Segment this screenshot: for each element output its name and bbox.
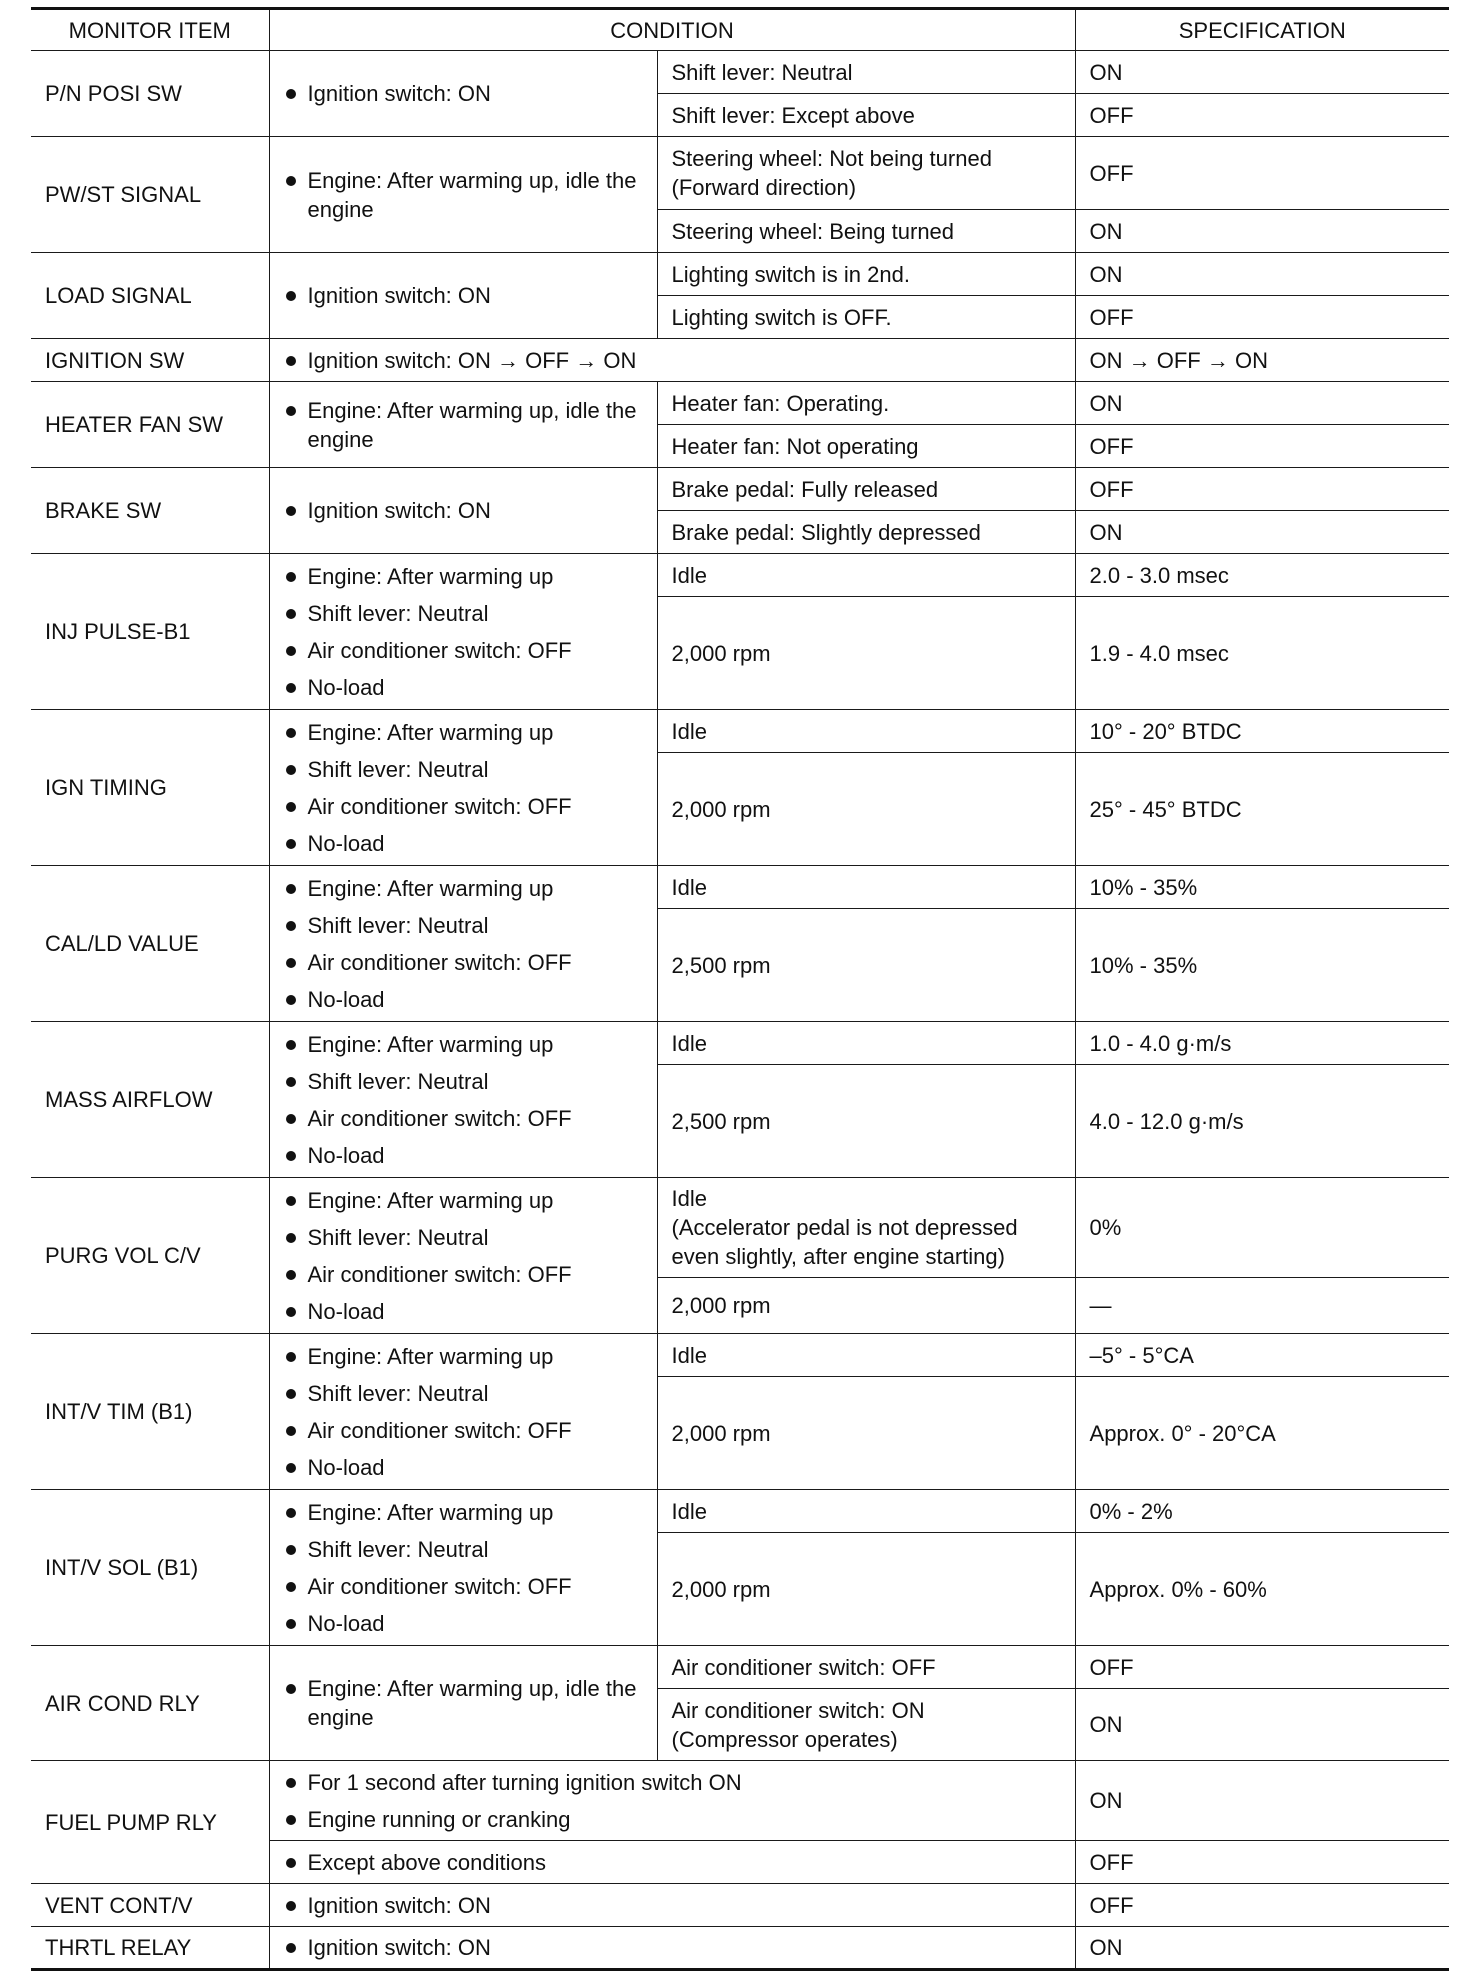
condition-bullet: Ignition switch: ON → OFF → ON [284, 342, 1061, 379]
monitor-item: CAL/LD VALUE [31, 866, 269, 1022]
table-row [31, 1761, 1449, 1841]
sub-condition: Air conditioner switch: OFF [657, 1646, 1075, 1689]
condition-cell [269, 382, 657, 468]
spec-value: Approx. 0% - 60% [1075, 1533, 1449, 1646]
spec-value: ON [1075, 511, 1449, 554]
sub-condition: 2,000 rpm [657, 1377, 1075, 1490]
spec-value: ON [1075, 382, 1449, 425]
spec-value: 0% - 2% [1075, 1490, 1449, 1533]
table-row [31, 339, 1449, 382]
condition-cell [269, 1927, 1075, 1970]
table-row [31, 554, 1449, 597]
spec-value: 25° - 45° BTDC [1075, 753, 1449, 866]
monitor-item: IGNITION SW [31, 339, 269, 382]
monitor-item: MASS AIRFLOW [31, 1022, 269, 1178]
condition-bullet: Shift lever: Neutral [284, 1219, 643, 1256]
monitor-spec-table [31, 7, 1449, 1971]
spec-value: 10% - 35% [1075, 909, 1449, 1022]
condition-bullet: No-load [284, 1137, 643, 1174]
sub-condition: 2,000 rpm [657, 753, 1075, 866]
sub-condition: Idle [657, 1490, 1075, 1533]
monitor-item: HEATER FAN SW [31, 382, 269, 468]
spec-value: ON [1075, 253, 1449, 296]
sub-condition: Brake pedal: Fully released [657, 468, 1075, 511]
table-row [31, 468, 1449, 511]
spec-value: OFF [1075, 468, 1449, 511]
sub-condition: Idle (Accelerator pedal is not depressed even slightly, after engine starting) [657, 1178, 1075, 1278]
condition-bullet: Engine: After warming up [284, 714, 643, 751]
header-specification: SPECIFICATION [1075, 9, 1449, 51]
condition-bullet: Engine: After warming up [284, 870, 643, 907]
table-row [31, 253, 1449, 296]
condition-bullet: Shift lever: Neutral [284, 1531, 643, 1568]
sub-condition: 2,000 rpm [657, 1533, 1075, 1646]
monitor-item: INJ PULSE-B1 [31, 554, 269, 710]
table-row [31, 51, 1449, 94]
condition-bullet: Air conditioner switch: OFF [284, 788, 643, 825]
spec-value: ON [1075, 51, 1449, 94]
condition-bullet: Shift lever: Neutral [284, 1063, 643, 1100]
spec-value: 10% - 35% [1075, 866, 1449, 909]
header-monitor-item: MONITOR ITEM [31, 9, 269, 51]
condition-bullet: Engine: After warming up [284, 1338, 643, 1375]
condition-cell [269, 137, 657, 253]
condition-bullet: Shift lever: Neutral [284, 751, 643, 788]
sub-condition: Idle [657, 710, 1075, 753]
sub-condition: Idle [657, 554, 1075, 597]
spec-value: — [1075, 1278, 1449, 1334]
spec-value: OFF [1075, 1646, 1449, 1689]
condition-cell [269, 253, 657, 339]
condition-bullet: Engine: After warming up [284, 1026, 643, 1063]
sub-condition: Shift lever: Neutral [657, 51, 1075, 94]
sub-condition: Steering wheel: Being turned [657, 210, 1075, 253]
sub-condition: Heater fan: Not operating [657, 425, 1075, 468]
condition-cell [269, 339, 1075, 382]
spec-value: ON [1075, 1689, 1449, 1761]
condition-bullet: Shift lever: Neutral [284, 907, 643, 944]
spec-value: Approx. 0° - 20°CA [1075, 1377, 1449, 1490]
condition-cell [269, 1841, 1075, 1884]
spec-value: OFF [1075, 94, 1449, 137]
condition-cell [269, 1646, 657, 1761]
condition-bullet: Shift lever: Neutral [284, 595, 643, 632]
table-row [31, 1884, 1449, 1927]
table-row [31, 1178, 1449, 1278]
spec-value: ON [1075, 1927, 1449, 1970]
condition-bullet: Air conditioner switch: OFF [284, 1100, 643, 1137]
table-row [31, 1646, 1449, 1689]
monitor-item: THRTL RELAY [31, 1927, 269, 1970]
monitor-item: PURG VOL C/V [31, 1178, 269, 1334]
monitor-item: VENT CONT/V [31, 1884, 269, 1927]
sub-condition: Idle [657, 1022, 1075, 1065]
condition-cell [269, 1178, 657, 1334]
condition-cell [269, 468, 657, 554]
condition-bullet: Air conditioner switch: OFF [284, 632, 643, 669]
spec-value: OFF [1075, 1884, 1449, 1927]
condition-bullet: No-load [284, 981, 643, 1018]
condition-bullet: No-load [284, 1605, 643, 1642]
condition-bullet: Engine: After warming up [284, 1182, 643, 1219]
table-row [31, 1334, 1449, 1377]
monitor-item: AIR COND RLY [31, 1646, 269, 1761]
sub-condition: Heater fan: Operating. [657, 382, 1075, 425]
condition-bullet: Air conditioner switch: OFF [284, 1256, 643, 1293]
table-row [31, 137, 1449, 210]
sub-condition: Idle [657, 1334, 1075, 1377]
condition-bullet: Ignition switch: ON [284, 1929, 1061, 1966]
condition-bullet: Ignition switch: ON [284, 277, 643, 314]
monitor-item: IGN TIMING [31, 710, 269, 866]
condition-cell [269, 554, 657, 710]
sub-condition: 2,000 rpm [657, 1278, 1075, 1334]
monitor-item: P/N POSI SW [31, 51, 269, 137]
spec-value: 1.9 - 4.0 msec [1075, 597, 1449, 710]
condition-bullet: No-load [284, 825, 643, 862]
table-row [31, 866, 1449, 909]
condition-cell [269, 1490, 657, 1646]
condition-bullet: Ignition switch: ON [284, 1887, 1061, 1924]
spec-value: OFF [1075, 425, 1449, 468]
sub-condition: Steering wheel: Not being turned (Forward direction) [657, 137, 1075, 210]
condition-bullet: No-load [284, 1449, 643, 1486]
condition-bullet: For 1 second after turning ignition switch ON [284, 1764, 1061, 1801]
spec-value: 2.0 - 3.0 msec [1075, 554, 1449, 597]
sub-condition: Idle [657, 866, 1075, 909]
table-row [31, 710, 1449, 753]
condition-cell [269, 51, 657, 137]
condition-cell [269, 1022, 657, 1178]
sub-condition: Brake pedal: Slightly depressed [657, 511, 1075, 554]
sub-condition: Air conditioner switch: ON (Compressor operates) [657, 1689, 1075, 1761]
sub-condition: 2,500 rpm [657, 1065, 1075, 1178]
condition-bullet: Air conditioner switch: OFF [284, 1412, 643, 1449]
sub-condition: 2,000 rpm [657, 597, 1075, 710]
table-row [31, 1022, 1449, 1065]
monitor-item: INT/V TIM (B1) [31, 1334, 269, 1490]
spec-value: OFF [1075, 1841, 1449, 1884]
spec-value: 4.0 - 12.0 g·m/s [1075, 1065, 1449, 1178]
table-row [31, 382, 1449, 425]
table-row [31, 1490, 1449, 1533]
monitor-item: FUEL PUMP RLY [31, 1761, 269, 1884]
condition-bullet: Ignition switch: ON [284, 492, 643, 529]
condition-cell [269, 1334, 657, 1490]
monitor-item: LOAD SIGNAL [31, 253, 269, 339]
sub-condition: Lighting switch is OFF. [657, 296, 1075, 339]
condition-bullet: Engine: After warming up, idle the engine [284, 396, 643, 454]
monitor-item: BRAKE SW [31, 468, 269, 554]
monitor-item: INT/V SOL (B1) [31, 1490, 269, 1646]
spec-value: –5° - 5°CA [1075, 1334, 1449, 1377]
spec-value: ON [1075, 1761, 1449, 1841]
condition-bullet: No-load [284, 669, 643, 706]
condition-bullet: Air conditioner switch: OFF [284, 944, 643, 981]
header-row [31, 9, 1449, 51]
spec-value: 0% [1075, 1178, 1449, 1278]
sub-condition: Shift lever: Except above [657, 94, 1075, 137]
condition-bullet: Engine: After warming up [284, 558, 643, 595]
spec-value: 1.0 - 4.0 g·m/s [1075, 1022, 1449, 1065]
spec-value: ON → OFF → ON [1075, 339, 1449, 382]
condition-bullet: Air conditioner switch: OFF [284, 1568, 643, 1605]
monitor-item: PW/ST SIGNAL [31, 137, 269, 253]
table-row [31, 1927, 1449, 1970]
condition-bullet: Shift lever: Neutral [284, 1375, 643, 1412]
condition-cell [269, 710, 657, 866]
condition-bullet: Engine: After warming up [284, 1494, 643, 1531]
condition-bullet: Engine: After warming up, idle the engine [284, 1674, 643, 1732]
condition-cell [269, 1761, 1075, 1841]
condition-bullet: Ignition switch: ON [284, 75, 643, 112]
condition-cell [269, 1884, 1075, 1927]
condition-bullet: Except above conditions [284, 1844, 1061, 1881]
spec-value: ON [1075, 210, 1449, 253]
sub-condition: 2,500 rpm [657, 909, 1075, 1022]
condition-bullet: Engine running or cranking [284, 1801, 1061, 1838]
condition-bullet: Engine: After warming up, idle the engine [284, 166, 643, 224]
condition-bullet: No-load [284, 1293, 643, 1330]
condition-cell [269, 866, 657, 1022]
header-condition: CONDITION [269, 9, 1075, 51]
spec-value: OFF [1075, 296, 1449, 339]
spec-value: 10° - 20° BTDC [1075, 710, 1449, 753]
sub-condition: Lighting switch is in 2nd. [657, 253, 1075, 296]
spec-value: OFF [1075, 137, 1449, 210]
